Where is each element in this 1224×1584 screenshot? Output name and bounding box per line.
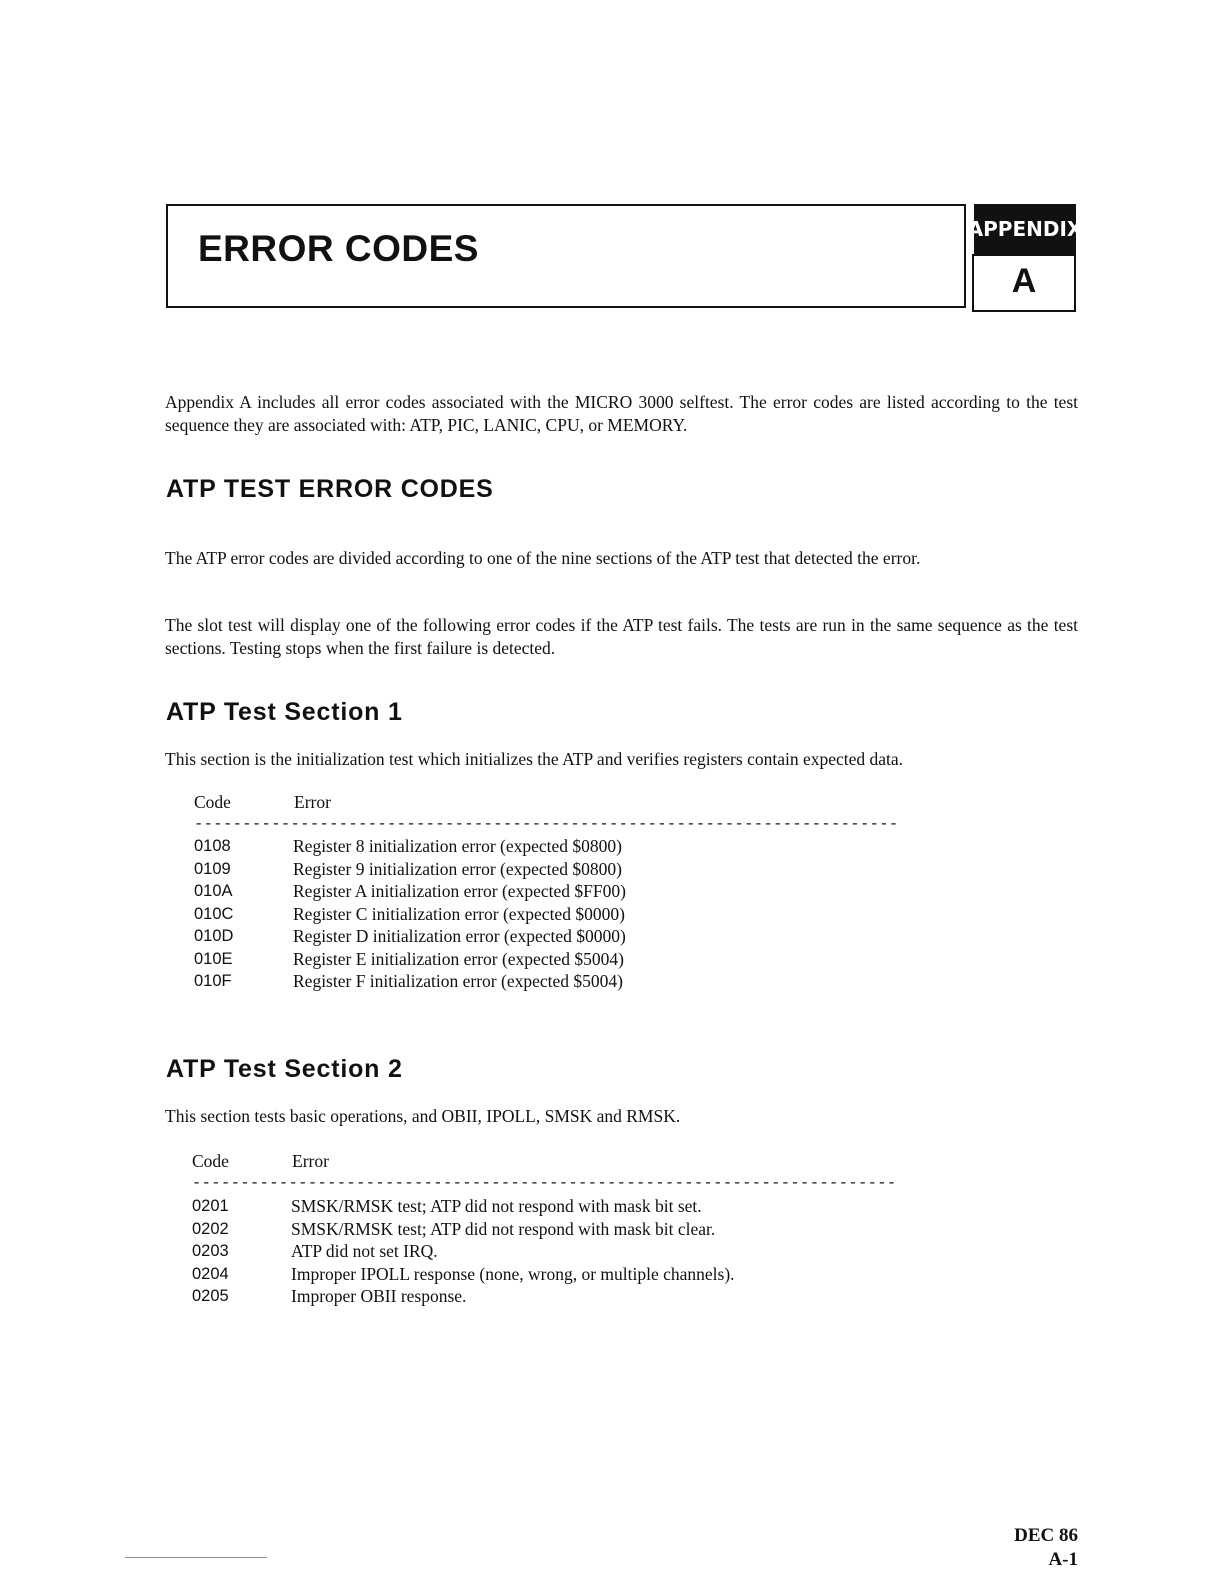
section-2-table: Code Error ------------------------------------------------------------------------- 0201 SMSK/RMSK test; ATP did not respond with mask bit set. 0202 SMSK/RMSK test; ATP did not respond with mask bit clear. 0203 ATP did not set IRQ. 0204 Improper IPOLL response (none, wrong, or multiple channels). 0205 Improper OBII response. xyxy=(192,1150,922,1310)
section-2-heading: ATP Test Section 2 xyxy=(166,1055,403,1083)
atp-paragraph-2: The slot test will display one of the following error codes if the ATP test fails. The tests are run in the same sequence as the test sections. Testing stops when the first failure is detected. xyxy=(165,615,1078,658)
table-divider: ------------------------------------------------------------------------- xyxy=(192,1174,897,1192)
footer-page-number: A-1 xyxy=(1048,1549,1078,1570)
section-1-table: Code Error ------------------------------------------------------------------------- 0108 Register 8 initialization error (expected $0800) 0109 Register 9 initialization error (expected $0800) 010A Register A initialization error (expected $FF00) 010C Register C initialization error (expected $0000) 010D Register D initialization error (expected $0000) 010E Register E initialization error (expected $5004) 010F Register F initialization error (expected $5004) xyxy=(194,791,924,991)
section-1-heading: ATP Test Section 1 xyxy=(166,698,403,726)
section-1-description: This section is the initialization test which initializes the ATP and verifies registers contain expected data. xyxy=(165,749,904,769)
appendix-label: APPENDIX xyxy=(974,204,1076,254)
table-header-error: Error xyxy=(294,792,331,812)
atp-paragraph-1: The ATP error codes are divided according to one of the nine sections of the ATP test that detected the error. xyxy=(165,548,921,568)
footer-rule xyxy=(125,1557,267,1558)
footer-date: DEC 86 xyxy=(1014,1525,1078,1546)
page-title: ERROR CODES xyxy=(198,228,479,269)
table-header-error: Error xyxy=(292,1151,329,1171)
table-header-code: Code xyxy=(192,1151,229,1171)
intro-paragraph: Appendix A includes all error codes associated with the MICRO 3000 selftest. The error codes are listed according to the test sequence they are associated with: ATP, PIC, LANIC, CPU, or MEMORY. xyxy=(165,392,1078,435)
atp-heading: ATP TEST ERROR CODES xyxy=(166,475,494,503)
section-2-description: This section tests basic operations, and OBII, IPOLL, SMSK and RMSK. xyxy=(165,1106,681,1126)
appendix-letter: A xyxy=(1011,262,1037,300)
footer xyxy=(1014,1524,1078,1572)
table-header-code: Code xyxy=(194,792,231,812)
table-divider: ------------------------------------------------------------------------- xyxy=(194,815,899,833)
